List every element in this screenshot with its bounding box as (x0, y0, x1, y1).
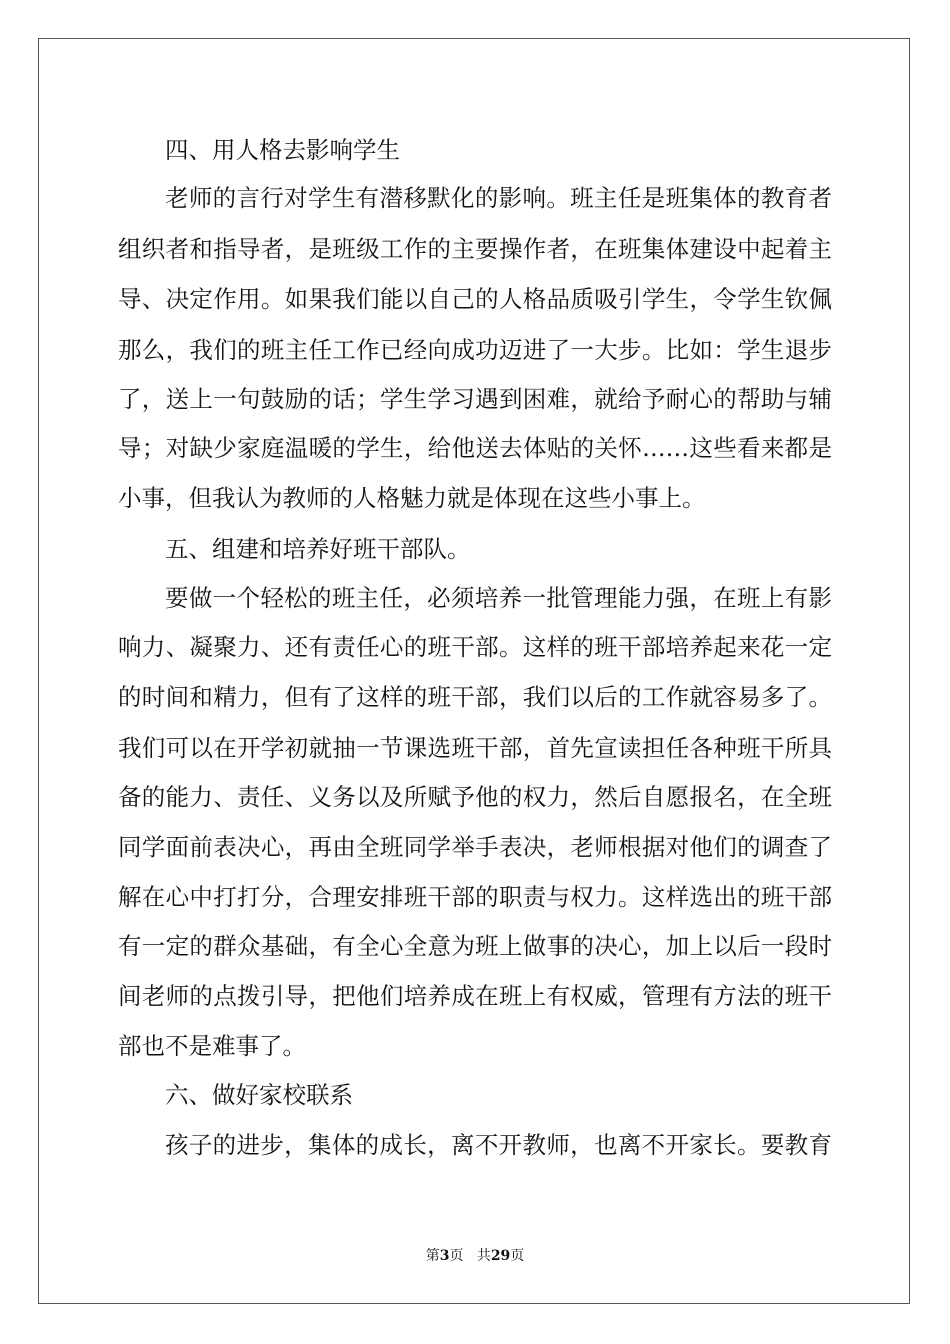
paragraph-line: 有一定的群众基础，有全心全意为班上做事的决心，加上以后一段时 (118, 932, 832, 960)
paragraph-line: 备的能力、责任、义务以及所赋予他的权力，然后自愿报名，在全班 (118, 783, 832, 811)
paragraph-line: 响力、凝聚力、还有责任心的班干部。这样的班干部培养起来花一定 (118, 633, 832, 661)
paragraph-line: 间老师的点拨引导，把他们培养成在班上有权威，管理有方法的班干 (118, 982, 832, 1010)
page-border (38, 38, 910, 1304)
paragraph-line: 那么，我们的班主任工作已经向成功迈进了一大步。比如：学生退步 (118, 336, 832, 364)
section-heading-5: 五、组建和培养好班干部队。 (165, 535, 471, 563)
paragraph-line: 小事，但我认为教师的人格魅力就是体现在这些小事上。 (118, 484, 706, 512)
paragraph-line: 组织者和指导者，是班级工作的主要操作者，在班集体建设中起着主 (118, 235, 832, 263)
paragraph-line: 的时间和精力，但有了这样的班干部，我们以后的工作就容易多了。 (118, 683, 832, 711)
paragraph-line: 解在心中打打分，合理安排班干部的职责与权力。这样选出的班干部 (118, 883, 832, 911)
paragraph-line: 导；对缺少家庭温暖的学生，给他送去体贴的关怀……这些看来都是 (118, 434, 832, 462)
paragraph-line: 我们可以在开学初就抽一节课选班干部，首先宣读担任各种班干所具 (118, 734, 832, 762)
footer-page-number: 3 (439, 1248, 450, 1264)
paragraph-line: 导、决定作用。如果我们能以自己的人格品质吸引学生，令学生钦佩 (118, 285, 832, 313)
page-footer (0, 1246, 950, 1266)
paragraph-line: 老师的言行对学生有潜移默化的影响。班主任是班集体的教育者 (165, 184, 832, 212)
footer-page-prefix: 第 (425, 1248, 440, 1264)
paragraph-line: 要做一个轻松的班主任，必须培养一批管理能力强，在班上有影 (165, 584, 832, 612)
section-heading-6: 六、做好家校联系 (165, 1081, 353, 1109)
footer-total-pages: 29 (490, 1248, 511, 1264)
footer-page-suffix: 页 (449, 1248, 464, 1264)
paragraph-line: 部也不是难事了。 (118, 1032, 306, 1060)
paragraph-line: 孩子的进步，集体的成长，离不开教师，也离不开家长。要教育 (165, 1131, 832, 1159)
paragraph-line: 了，送上一句鼓励的话；学生学习遇到困难，就给予耐心的帮助与辅 (118, 385, 832, 413)
footer-total-suffix: 页 (510, 1248, 525, 1264)
footer-total-prefix: 共 (476, 1248, 491, 1264)
paragraph-line: 同学面前表决心，再由全班同学举手表决，老师根据对他们的调查了 (118, 833, 832, 861)
section-heading-4: 四、用人格去影响学生 (165, 136, 400, 164)
